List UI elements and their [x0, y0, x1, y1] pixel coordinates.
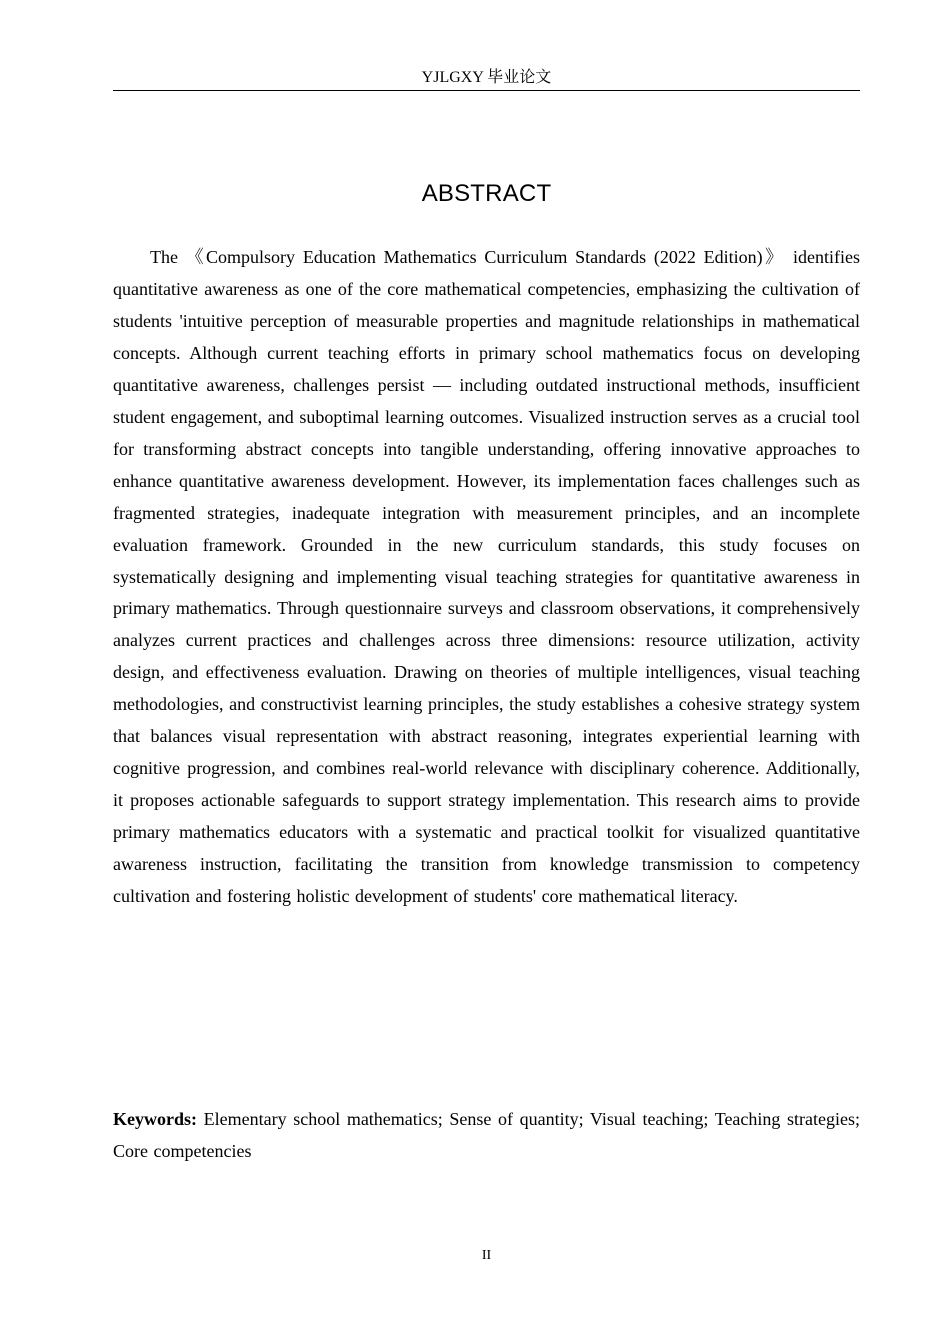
running-title: YJLGXY 毕业论文: [421, 69, 552, 86]
keywords-paragraph: [113, 1103, 860, 1167]
keywords-label: Keywords:: [113, 1109, 197, 1129]
abstract-title: ABSTRACT: [421, 180, 552, 207]
abstract-body: The 《Compulsory Education Mathematics Curriculum Standards (2022 Edition)》 identifies quantitative awareness as one of the core mathematical competencies, emphasizing the cultivation of students 'intuitive perception of measurable properties and magnitude relationships in mathematical concepts. Although current teaching efforts in primary school mathematics focus on developing quantitative awareness, challenges persist — including outdated instructional methods, insufficient student engagement, and suboptimal learning outcomes. Visualized instruction serves as a crucial tool for transforming abstract concepts into tangible understanding, offering innovative approaches to enhance quantitative awareness development. However, its implementation faces challenges such as fragmented strategies, inadequate integration with measurement principles, and an incomplete evaluation framework. Grounded in the new curriculum standards, this study focuses on systematically designing and implementing visual teaching strategies for quantitative awareness in primary mathematics. Through questionnaire surveys and classroom observations, it comprehensively analyzes current practices and challenges across three dimensions: resource utilization, activity design, and effectiveness evaluation. Drawing on theories of multiple intelligences, visual teaching methodologies, and constructivist learning principles, the study establishes a cohesive strategy system that balances visual representation with abstract reasoning, integrates experiential learning with cognitive progression, and combines real-world relevance with disciplinary coherence. Additionally, it proposes actionable safeguards to support strategy implementation. This research aims to provide primary mathematics educators with a systematic and practical toolkit for visualized quantitative awareness instruction, facilitating the transition from knowledge transmission to competency cultivation and fostering holistic development of students' core mathematical literacy.: [113, 247, 860, 907]
page-number: II: [481, 1248, 492, 1263]
running-header: [113, 66, 860, 91]
keywords-text: Elementary school mathematics; Sense of quantity; Visual teaching; Teaching strategies; Core competencies: [113, 1109, 861, 1161]
